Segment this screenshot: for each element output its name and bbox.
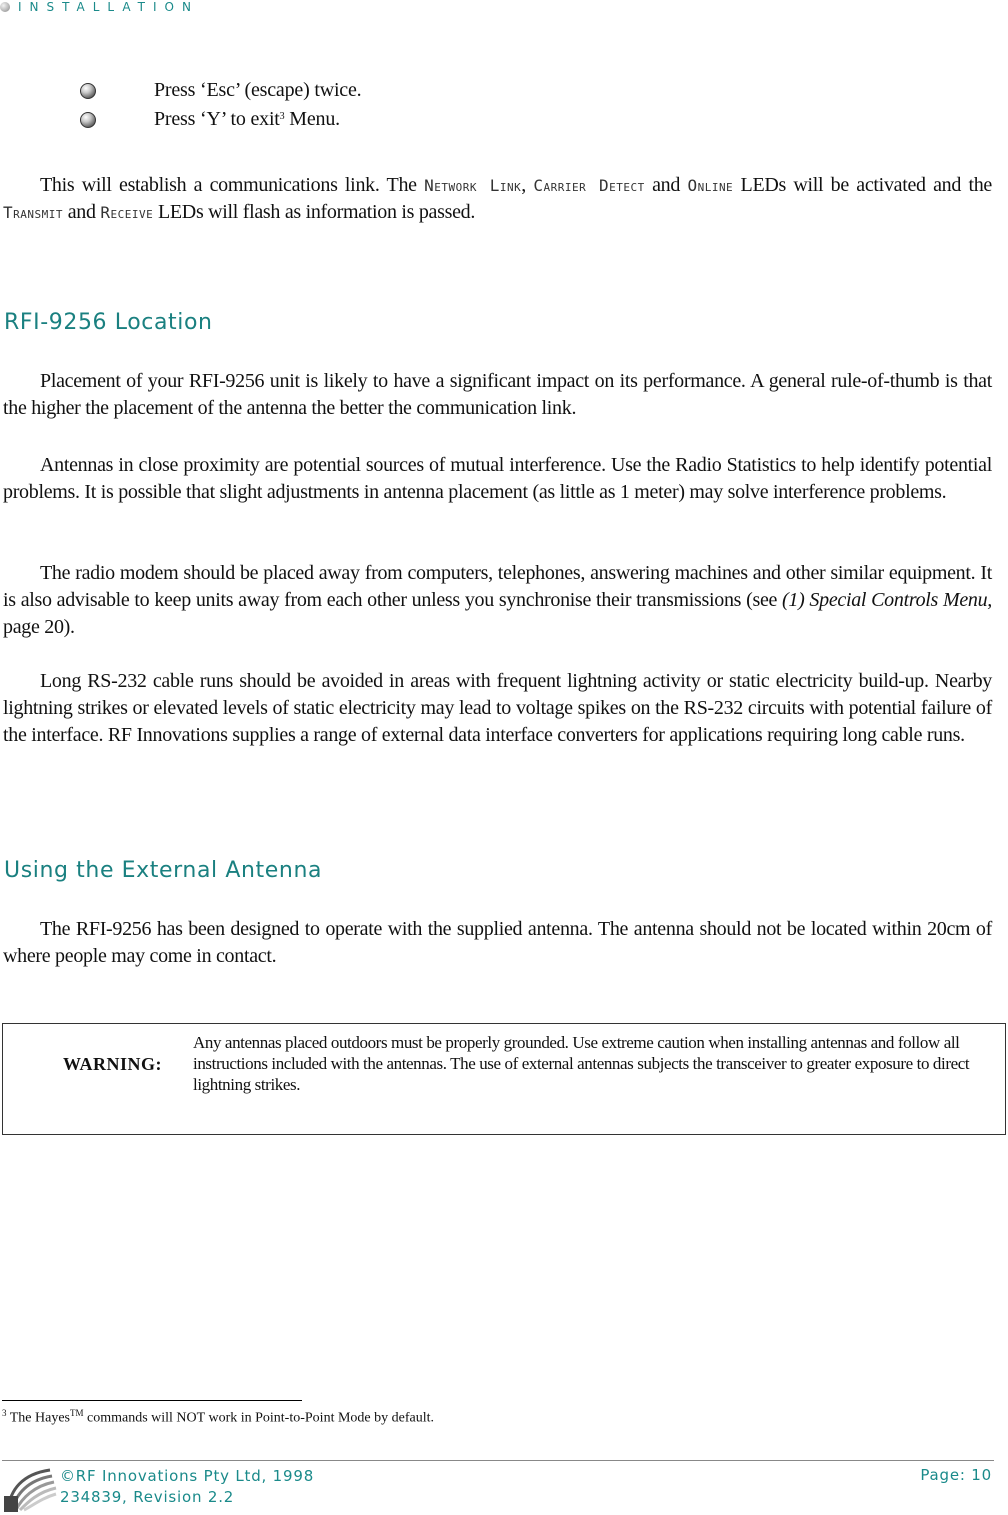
location-paragraph: The radio modem should be placed away from computers, telephones, answering machines and other similar equipment. It is also advisable to keep units away from each other unless you synchronise their transmissions (see (1) Special Controls Menu, page 20). <box>3 562 992 638</box>
step-text: Press ‘Esc’ (escape) twice. <box>154 79 362 101</box>
intro-paragraph: This will establish a communications link. The Network Link, Carrier Detect and Online LEDs will be activated and the Transmit and Receive LEDs will flash as information is passed. <box>3 174 992 223</box>
antenna-paragraph: The RFI-9256 has been designed to operate with the supplied antenna. The antenna should not be located within 20cm of where people may come in contact. <box>3 918 992 967</box>
footnote-divider <box>2 1400 302 1401</box>
bullet-icon <box>80 83 96 99</box>
cross-reference-link[interactable]: (1) Special Controls Menu, <box>782 589 992 611</box>
warning-label: WARNING: <box>63 1054 163 1074</box>
led-name: Transmit <box>3 203 63 222</box>
footnote: $^3$ The Hayes™ commands will NOT work in Point-to-Point Mode by default. <box>2 1408 434 1426</box>
led-name: Network Link <box>424 176 522 195</box>
led-name: Receive <box>100 203 154 222</box>
led-name: Carrier Detect <box>533 176 645 195</box>
antenna-heading: Using the External Antenna <box>4 858 323 883</box>
list-item <box>80 76 361 105</box>
list-item <box>80 105 361 134</box>
page-number: Page: 10 <box>920 1466 992 1484</box>
company-logo-icon <box>2 1466 58 1514</box>
bullet-icon <box>0 2 10 12</box>
location-paragraph: Placement of your RFI-9256 unit is likely to have a significant impact on its performance. A general rule-of-thumb is that the higher the placement of the antenna the better the communication link. <box>3 370 992 419</box>
footer-company <box>60 1466 314 1508</box>
location-heading: RFI-9256 Location <box>4 310 213 335</box>
bullet-icon <box>80 112 96 128</box>
footer-divider <box>2 1460 994 1461</box>
footnote-reference[interactable]: 3 <box>279 111 285 122</box>
warning-text: Any antennas placed outdoors must be properly grounded. Use extreme caution when installing antennas and follow all instructions included with the antennas. The use of external antennas subjects the transceiver to greater exposure to direct lightning strikes. <box>193 1033 970 1094</box>
location-paragraph: Long RS-232 cable runs should be avoided in areas with frequent lightning activity or static electricity build-up. Nearby lightning strikes or elevated levels of static electricity may lead to voltage spikes on the RS-232 circuits with potential failure of the interface. RF Innovations supplies a range of external data interface converters for applications requiring long cable runs. <box>3 670 992 746</box>
warning-box <box>2 1023 1006 1135</box>
section-header <box>0 0 199 14</box>
document-revision: 234839, Revision 2.2 <box>60 1488 235 1506</box>
copyright-text: ©RF Innovations Pty Ltd, 1998 <box>60 1467 315 1485</box>
step-list <box>80 76 361 134</box>
led-name: Online <box>687 176 734 195</box>
step-text: Press ‘Y’ to exit$^3$ Menu. <box>154 108 340 130</box>
location-paragraph: Antennas in close proximity are potential sources of mutual interference. Use the Radio Statistics to help identify potential problems. It is possible that slight adjustments in antenna placement (as little as 1 meter) may solve interference problems. <box>3 454 992 503</box>
section-title: INSTALLATION <box>18 0 199 14</box>
